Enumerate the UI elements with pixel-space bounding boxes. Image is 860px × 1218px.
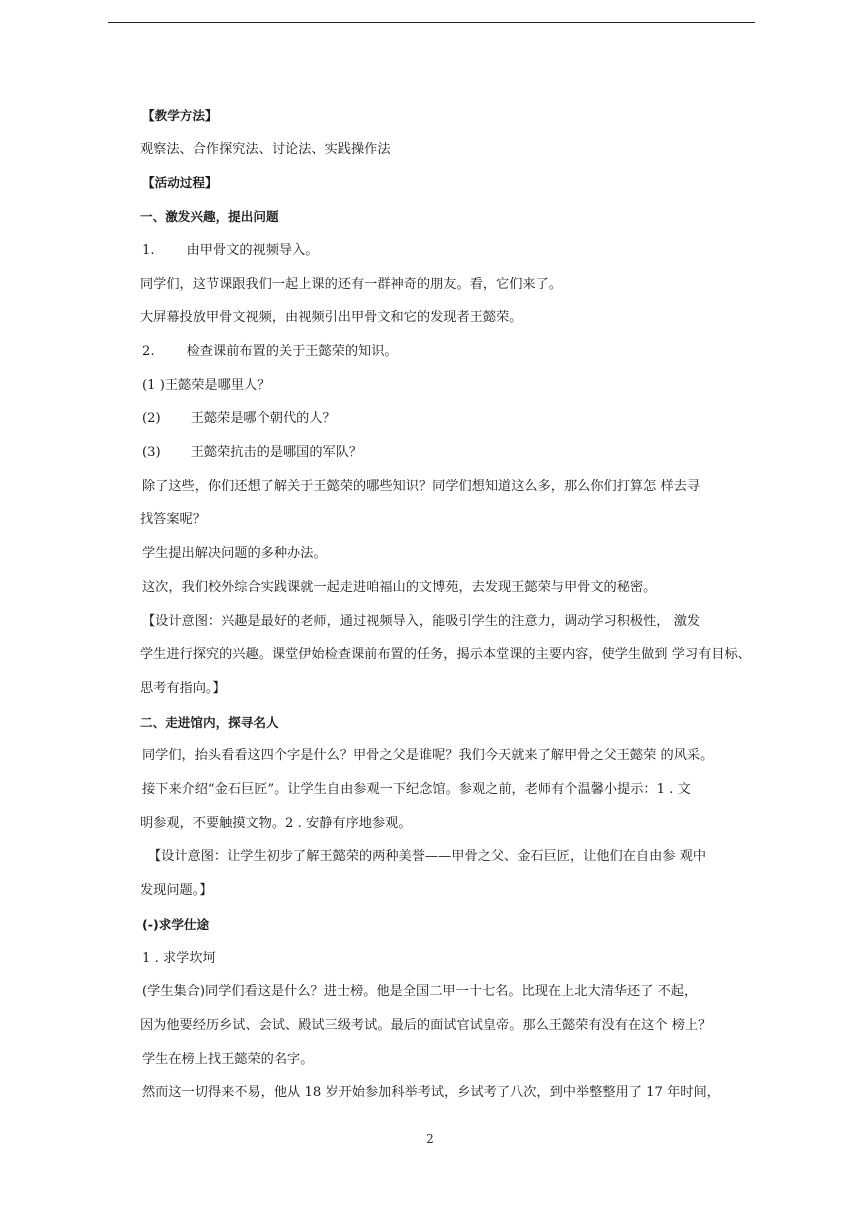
sub-item (142, 443, 362, 463)
paragraph-line: 因为他要经历乡试、会试、殿试三级考试。最后的面试官试皇帝。那么王懿荣有没有在这个 榜上？ (140, 1017, 712, 1033)
paragraph-line: 除了这些，你们还想了解关于王懿荣的哪些知识？同学们想知道这么多，那么你们打算怎 样去寻 (142, 478, 701, 494)
design-intent-line: 【设计意图：让学生初步了解王懿荣的两种美誉——甲骨之父、金石巨匠，让他们在自由参 观中 (148, 849, 707, 865)
paragraph: 同学们，抬头看看这四个字是什么？甲骨之父是谁呢？我们今天就来了解甲骨之父王懿荣 的风采。 (142, 748, 714, 764)
sub-item-text: 王懿荣抗击的是哪国的军队？ (190, 445, 363, 460)
subsection-heading: (-)求学仕途 (142, 916, 210, 932)
design-intent-line: 【设计意图：兴趣是最好的老师，通过视频导入，能吸引学生的注意力，调动学习积极性， 激发 (142, 613, 701, 629)
sub-item-number: (3) (142, 445, 161, 460)
paragraph: 同学们，这节课跟我们一起上课的还有一群神奇的朋友。看，它们来了。 (140, 276, 562, 292)
paragraph: 观察法、合作探究法、讨论法、实践操作法 (140, 141, 391, 157)
numbered-item (142, 241, 318, 261)
numbered-item (142, 342, 398, 362)
paragraph-line: 接下来介绍“金石巨匠”。让学生自由参观一下纪念馆。参观之前，老师有个温馨小提示：1 . 文 (142, 782, 691, 797)
item-text: 检查课前布置的关于王懿荣的知识。 (186, 343, 398, 359)
paragraph: 这次，我们校外综合实践课就一起走进咱福山的文博苑，去发现王懿荣与甲骨文的秘密。 (142, 579, 657, 595)
paragraph-line: (学生集合)同学们看这是什么？进士榜。他是全国二甲一十七名。比现在上北大清华还了 不起， (142, 984, 698, 1000)
sub-item: (1 )王懿荣是哪里人？ (142, 377, 271, 393)
paragraph: 学生在榜上找王懿荣的名字。 (142, 1051, 314, 1067)
heading-teaching-method: 【教学方法】 (142, 108, 218, 123)
section-heading-1: 一、激发兴趣，提出问题 (140, 209, 279, 225)
paragraph-line: 明参观，不要触摸文物。2 . 安静有序地参观。 (140, 815, 412, 831)
item-text: 由甲骨文的视频导入。 (186, 242, 319, 258)
heading-activity-process: 【活动过程】 (142, 175, 218, 191)
item-number: 2. (142, 343, 155, 359)
header-rule (108, 22, 755, 23)
paragraph: 然而这一切得来不易，他从 18 岁开始参加科举考试，乡试考了八次，到中举整整用了 17 年时间， (142, 1085, 720, 1101)
paragraph-line: 找答案呢？ (140, 512, 206, 528)
page-number: 2 (426, 1132, 434, 1146)
sub-item (142, 409, 336, 429)
design-intent-line: 思考有指向。】 (140, 680, 226, 696)
paragraph: 大屏幕投放甲骨文视频，由视频引出甲骨文和它的发现者王懿荣。 (140, 310, 523, 326)
sub-item-number: (2) (142, 411, 161, 427)
item-number: 1. (142, 242, 155, 258)
design-intent-line: 发现问题。】 (140, 883, 213, 899)
sub-item-text: 王懿荣是哪个朝代的人？ (190, 411, 336, 427)
paragraph: 学生提出解决问题的多种办法。 (142, 546, 327, 562)
design-intent-line: 学生进行探究的兴趣。课堂伊始检查课前布置的任务，揭示本堂课的主要内容，使学生做到 学习有目标、 (140, 647, 751, 663)
section-heading-2: 二、走进馆内，探寻名人 (140, 714, 279, 730)
numbered-item: 1 . 求学坎坷 (142, 950, 216, 966)
